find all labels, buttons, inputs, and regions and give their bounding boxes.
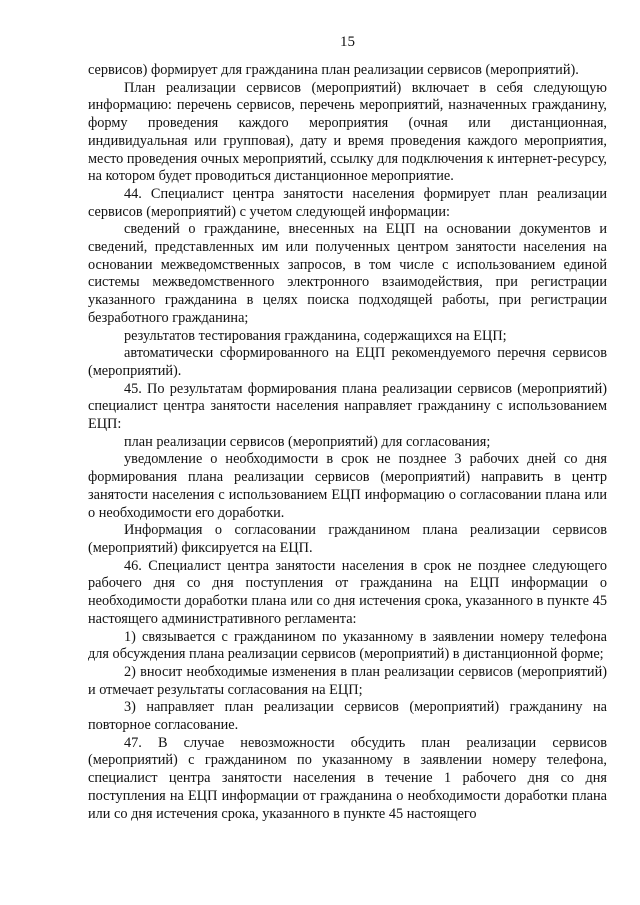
paragraph-step-2: 2) вносит необходимые изменения в план реализации сервисов (мероприятий) и отмечает результаты согласования на ЕЦП;: [88, 663, 607, 698]
paragraph-continuation: сервисов) формирует для гражданина план реализации сервисов (мероприятий).: [88, 62, 579, 78]
paragraph-step-3: 3) направляет план реализации сервисов (мероприятий) гражданину на повторное согласование.: [88, 699, 607, 734]
document-body: [88, 62, 607, 823]
paragraph-item-45: 45. По результатам формирования плана реализации сервисов (мероприятий) специалист центра занятости населения направляет гражданину с использованием ЕЦП:: [88, 380, 607, 433]
paragraph-item-47: 47. В случае невозможности обсудить план реализации сервисов (мероприятий) с гражданином по указанному в заявлении номеру телефона, специалист центра занятости населения в течение 1 рабочего дня со дня поступления на ЕЦП информации от гражданина о необходимости доработки плана или со дня истечения срока, указанного в пункте 45 настоящего: [88, 734, 607, 822]
paragraph-step-1: 1) связывается с гражданином по указанному в заявлении номеру телефона для обсуждения плана реализации сервисов (мероприятий) в дистанционной форме;: [88, 628, 607, 663]
paragraph-item-44: 44. Специалист центра занятости населения формирует план реализации сервисов (мероприятий) с учетом следующей информации:: [88, 185, 607, 220]
paragraph-auto-list: автоматически сформированного на ЕЦП рекомендуемого перечня сервисов (мероприятий).: [88, 345, 607, 379]
paragraph-citizen-info: сведений о гражданине, внесенных на ЕЦП на основании документов и сведений, представленных им или полученных центром занятости населения на основании межведомственных запросов, в том числе с использованием единой системы межведомственного электронного взаимодействия, при регистрации указанного гражданина в целях поиска подходящей работы, при регистрации безработного гражданина;: [88, 221, 607, 326]
paragraph-plan-contents: План реализации сервисов (мероприятий) включает в себя следующую информацию: перечень сервисов, перечень мероприятий, назначенных гражданину, форму проведения каждого мероприятия (очная или дистанционная, индивидуальная или групповая), дату и время проведения каждого мероприятия, место проведения очных мероприятий, ссылку для подключения к интернет-ресурсу, на котором будет проводиться дистанционное мероприятие.: [88, 79, 607, 185]
page-number: 15: [340, 34, 355, 50]
paragraph-plan-for-approval: план реализации сервисов (мероприятий) для согласования;: [124, 433, 491, 450]
paragraph-item-46: 46. Специалист центра занятости населения в срок не позднее следующего рабочего дня со дня поступления от гражданина на ЕЦП информации о необходимости доработки плана или со дня истечения срока, указанного в пункте 45 настоящего административного регламента:: [88, 557, 607, 627]
paragraph-approval-recorded: Информация о согласовании гражданином плана реализации сервисов (мероприятий) фиксируется на ЕЦП.: [88, 522, 607, 556]
paragraph-test-results: результатов тестирования гражданина, содержащихся на ЕЦП;: [124, 327, 507, 344]
paragraph-notification: уведомление о необходимости в срок не позднее 3 рабочих дней со дня формирования плана реализации сервисов (мероприятий) направить в центр занятости населения с использованием ЕЦП информацию о согласовании плана или о необходимости его доработки.: [88, 451, 607, 521]
